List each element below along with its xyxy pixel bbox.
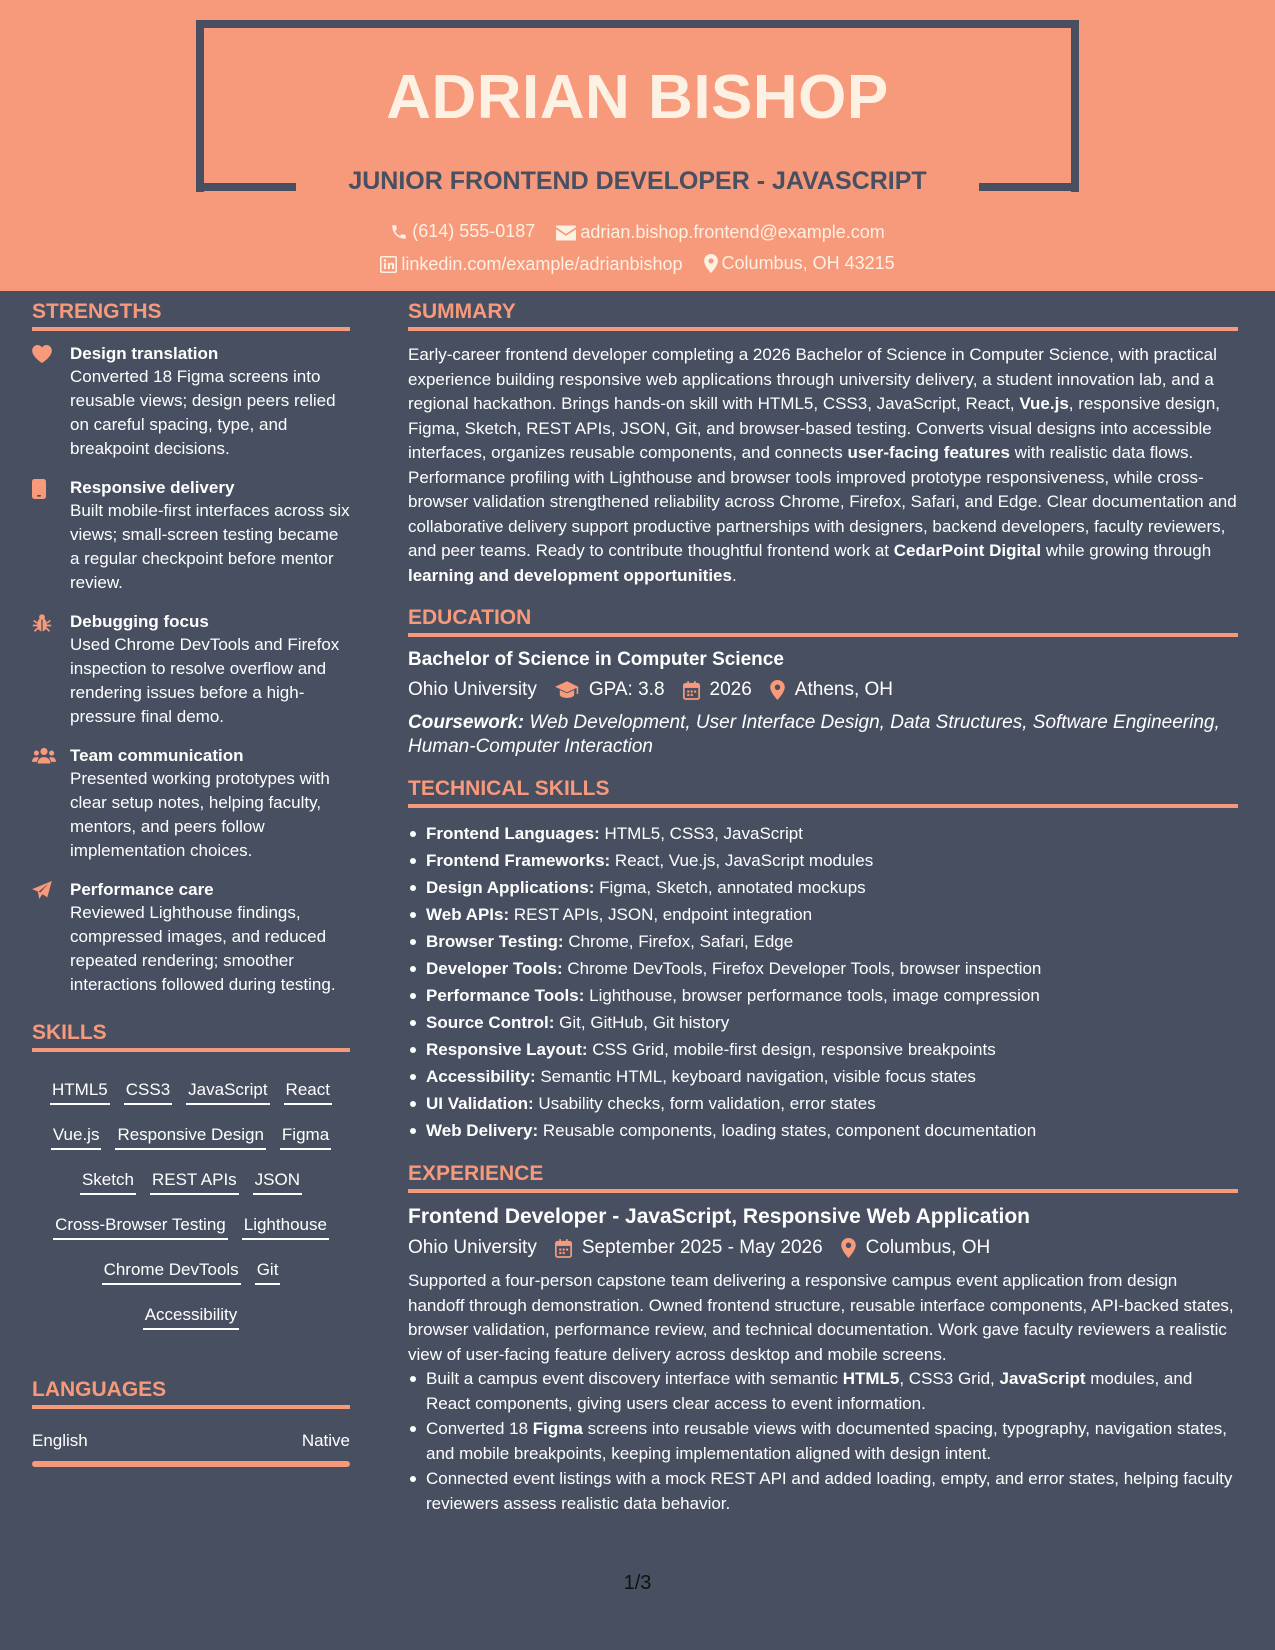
text-run: .: [731, 565, 737, 585]
job-title: JUNIOR FRONTEND DEVELOPER - JAVASCRIPT: [348, 167, 927, 195]
text-run: , CSS3 Grid,: [899, 1369, 1000, 1388]
skill-label: UI Validation:: [426, 1094, 534, 1113]
skill-tag: React: [284, 1079, 332, 1105]
list-item: [408, 1467, 1238, 1516]
school-name: Ohio University: [408, 679, 537, 700]
skill-label: Web Delivery:: [426, 1121, 539, 1140]
skill-tag: Git: [255, 1259, 281, 1285]
contact-row-1: [0, 221, 1275, 246]
skill-tag: Sketch: [80, 1169, 136, 1195]
skill-label: Browser Testing:: [426, 932, 564, 951]
experience-location: Columbus, OH: [865, 1237, 991, 1258]
candidate-name: ADRIAN BISHOP: [386, 63, 889, 132]
strength-desc: Converted 18 Figma screens into reusable views; design peers relied on careful spacing, type, and breakpoint decisions.: [70, 367, 336, 458]
summary-heading: SUMMARY: [408, 300, 1238, 331]
emphasis-text: Vue.js: [1019, 394, 1069, 413]
list-item: [408, 1009, 1238, 1036]
skill-tag: Accessibility: [143, 1304, 240, 1330]
skill-value: Chrome DevTools, Firefox Developer Tools, browser inspection: [562, 959, 1042, 978]
skill-tag: Lighthouse: [242, 1214, 329, 1240]
calendar-icon: [683, 681, 700, 700]
skill-tag: JSON: [253, 1169, 302, 1195]
coursework-label: Coursework:: [408, 712, 525, 733]
emphasis-text: CedarPoint Digital: [893, 541, 1042, 560]
list-item: [408, 1036, 1238, 1063]
bug-icon: [32, 613, 52, 633]
emphasis-text: learning and development opportunities: [408, 565, 732, 585]
contact-location: [704, 253, 895, 274]
strengths-heading: STRENGTHS: [32, 300, 350, 331]
text-run: Built a campus event discovery interface with semantic: [426, 1369, 843, 1388]
list-item: [408, 1367, 1238, 1416]
text-run: Connected event listings with a mock REST API and added loading, empty, and error states, helping faculty reviewers assess realistic data behavior.: [426, 1469, 1233, 1513]
phone-text: (614) 555-0187: [412, 221, 536, 241]
text-run: Converted 18: [426, 1419, 533, 1438]
skill-value: Lighthouse, browser performance tools, image compression: [584, 986, 1040, 1005]
experience-role: Frontend Developer - JavaScript, Responsive Web Application: [408, 1205, 1030, 1228]
language-level: Native: [301, 1431, 350, 1450]
map-pin-icon: [704, 254, 718, 273]
experience-meta: [408, 1237, 1238, 1259]
envelope-icon: [556, 225, 576, 241]
skill-tag: CSS3: [124, 1079, 172, 1105]
emphasis-text: JavaScript: [999, 1369, 1086, 1388]
strength-title: Responsive delivery: [70, 478, 235, 497]
strength-item: [32, 477, 350, 595]
users-icon: [32, 747, 56, 764]
coursework: [408, 711, 1238, 759]
experience-dates: September 2025 - May 2026: [581, 1237, 823, 1258]
linkedin-icon: [380, 256, 397, 273]
gpa-text: GPA: 3.8: [588, 679, 665, 700]
linkedin-text: linkedin.com/example/adrianbishop: [401, 254, 683, 274]
strength-item: [32, 879, 350, 997]
skill-label: Frontend Languages:: [426, 824, 600, 843]
location-text: Columbus, OH 43215: [721, 253, 895, 273]
coursework-list: Web Development, User Interface Design, Data Structures, Software Engineering, Human-Computer Interaction: [408, 712, 1220, 757]
contact-linkedin[interactable]: [380, 254, 682, 275]
skill-label: Developer Tools:: [426, 959, 563, 978]
skill-label: Responsive Layout:: [426, 1040, 588, 1059]
emphasis-text: Figma: [532, 1419, 583, 1438]
education-heading: EDUCATION: [408, 606, 1238, 637]
strength-desc: Used Chrome DevTools and Firefox inspection to resolve overflow and rendering issues before a high-pressure final demo.: [70, 635, 340, 726]
experience-org: Ohio University: [408, 1237, 537, 1258]
calendar-icon: [555, 1239, 572, 1258]
skill-value: Semantic HTML, keyboard navigation, visible focus states: [535, 1067, 976, 1086]
skill-tag: REST APIs: [150, 1169, 239, 1195]
skill-tags: [32, 1068, 350, 1338]
skill-tag: Figma: [280, 1124, 331, 1150]
skill-value: Figma, Sketch, annotated mockups: [594, 878, 866, 897]
list-item: [408, 982, 1238, 1009]
strength-desc: Built mobile-first interfaces across six views; small-screen testing became a regular checkpoint before mentor review.: [70, 501, 350, 592]
language-proficiency-bar: [32, 1461, 350, 1467]
skill-value: React, Vue.js, JavaScript modules: [610, 851, 874, 870]
page-number: 1/3: [623, 1572, 652, 1594]
skill-label: Web APIs:: [426, 905, 510, 924]
technical-skills-list: [408, 820, 1238, 1144]
heart-icon: [32, 345, 52, 363]
graduation-year: 2026: [709, 679, 752, 700]
language-row: [32, 1431, 350, 1451]
skill-label: Frontend Frameworks:: [426, 851, 611, 870]
map-pin-icon: [841, 1238, 856, 1258]
summary-text: [408, 343, 1238, 588]
list-item: [408, 1063, 1238, 1090]
skill-value: REST APIs, JSON, endpoint integration: [509, 905, 813, 924]
skill-value: CSS Grid, mobile-first design, responsive breakpoints: [587, 1040, 996, 1059]
skill-value: Chrome, Firefox, Safari, Edge: [563, 932, 794, 951]
list-item: [408, 820, 1238, 847]
skill-value: Usability checks, form validation, error states: [533, 1094, 876, 1113]
skill-tag: JavaScript: [186, 1079, 269, 1105]
text-run: screens into reusable views with documented spacing, typography, navigation states, and mobile breakpoints, keeping implementation aligned with design intent.: [426, 1419, 1228, 1463]
text-run: while growing through: [1041, 541, 1212, 560]
languages-heading: LANGUAGES: [32, 1378, 350, 1409]
skill-tag: Chrome DevTools: [102, 1259, 241, 1285]
strength-title: Debugging focus: [70, 612, 209, 631]
skill-tag: Cross-Browser Testing: [53, 1214, 228, 1240]
strength-item: [32, 745, 350, 863]
strength-title: Team communication: [70, 746, 244, 765]
text-run: with realistic data flows. Performance profiling with Lighthouse and browser tools improved prototype responsiveness, while cross-browser validation strengthened reliability across Chrome, Firefox, Safari, and Edge. Clear documentation and collaborative delivery support productive partnerships with designers, backend developers, faculty reviewers, and peer teams. Ready to contribute thoughtful frontend work at: [408, 443, 1237, 560]
strength-title: Design translation: [70, 344, 219, 363]
map-pin-icon: [770, 680, 785, 700]
list-item: [408, 874, 1238, 901]
degree-title: Bachelor of Science in Computer Science: [408, 649, 784, 670]
skill-value: Git, GitHub, Git history: [554, 1013, 730, 1032]
right-column: [408, 300, 1238, 1517]
skill-value: HTML5, CSS3, JavaScript: [599, 824, 803, 843]
skill-tag: Responsive Design: [115, 1124, 265, 1150]
experience-heading: EXPERIENCE: [408, 1162, 1238, 1193]
list-item: [408, 928, 1238, 955]
list-item: [408, 901, 1238, 928]
text-run: , responsive design, Figma, Sketch, REST APIs, JSON, Git, and browser-based testing. Converts visual designs into accessible interfaces, organizes reusable components, and connects: [408, 394, 1220, 462]
skill-label: Accessibility:: [426, 1067, 536, 1086]
strength-title: Performance care: [70, 880, 214, 899]
experience-bullets: [408, 1367, 1238, 1516]
list-item: [408, 1090, 1238, 1117]
education-meta: [408, 679, 1238, 701]
text-run: Early-career frontend developer completing a 2026 Bachelor of Science in Computer Science, with practical experience building responsive web applications through university delivery, a student innovation lab, and a regional hackathon. Brings hands-on skill with HTML5, CSS3, JavaScript, React,: [408, 345, 1217, 413]
skill-label: Source Control:: [426, 1013, 555, 1032]
strength-desc: Presented working prototypes with clear setup notes, helping faculty, mentors, and peers follow implementation choices.: [70, 769, 330, 860]
strength-desc: Reviewed Lighthouse findings, compressed images, and reduced repeated rendering; smoother interactions followed during testing.: [70, 903, 336, 994]
skills-heading: SKILLS: [32, 1021, 350, 1052]
list-item: [408, 1117, 1238, 1144]
strength-item: [32, 343, 350, 461]
mobile-icon: [32, 479, 46, 499]
emphasis-text: user-facing features: [847, 443, 1010, 462]
skill-label: Design Applications:: [426, 878, 595, 897]
list-item: [408, 1417, 1238, 1466]
skill-label: Performance Tools:: [426, 986, 585, 1005]
list-item: [408, 955, 1238, 982]
resume-header: [0, 0, 1275, 291]
emphasis-text: HTML5: [842, 1369, 900, 1388]
left-column: [32, 300, 350, 1467]
list-item: [408, 847, 1238, 874]
contact-row-2: [0, 253, 1275, 278]
contact-email[interactable]: [556, 222, 884, 243]
phone-icon: [390, 223, 408, 241]
technical-skills-heading: TECHNICAL SKILLS: [408, 777, 1238, 808]
contact-phone: [390, 221, 535, 242]
skill-value: Reusable components, loading states, component documentation: [538, 1121, 1037, 1140]
paper-plane-icon: [32, 881, 52, 899]
text-run: modules, and React components, giving users clear access to event information.: [426, 1369, 1193, 1413]
graduation-cap-icon: [555, 681, 579, 699]
language-name: English: [32, 1431, 88, 1450]
skill-tag: Vue.js: [51, 1124, 102, 1150]
strength-item: [32, 611, 350, 729]
experience-description: Supported a four-person capstone team delivering a responsive campus event application from design handoff through demonstration. Owned frontend structure, reusable interface components, API-backed states, browser validation, performance review, and technical documentation. Work gave faculty reviewers a realistic view of user-facing feature delivery across desktop and mobile screens.: [408, 1271, 1234, 1364]
skill-tag: HTML5: [50, 1079, 110, 1105]
email-text: adrian.bishop.frontend@example.com: [580, 222, 885, 242]
school-location: Athens, OH: [794, 679, 894, 700]
